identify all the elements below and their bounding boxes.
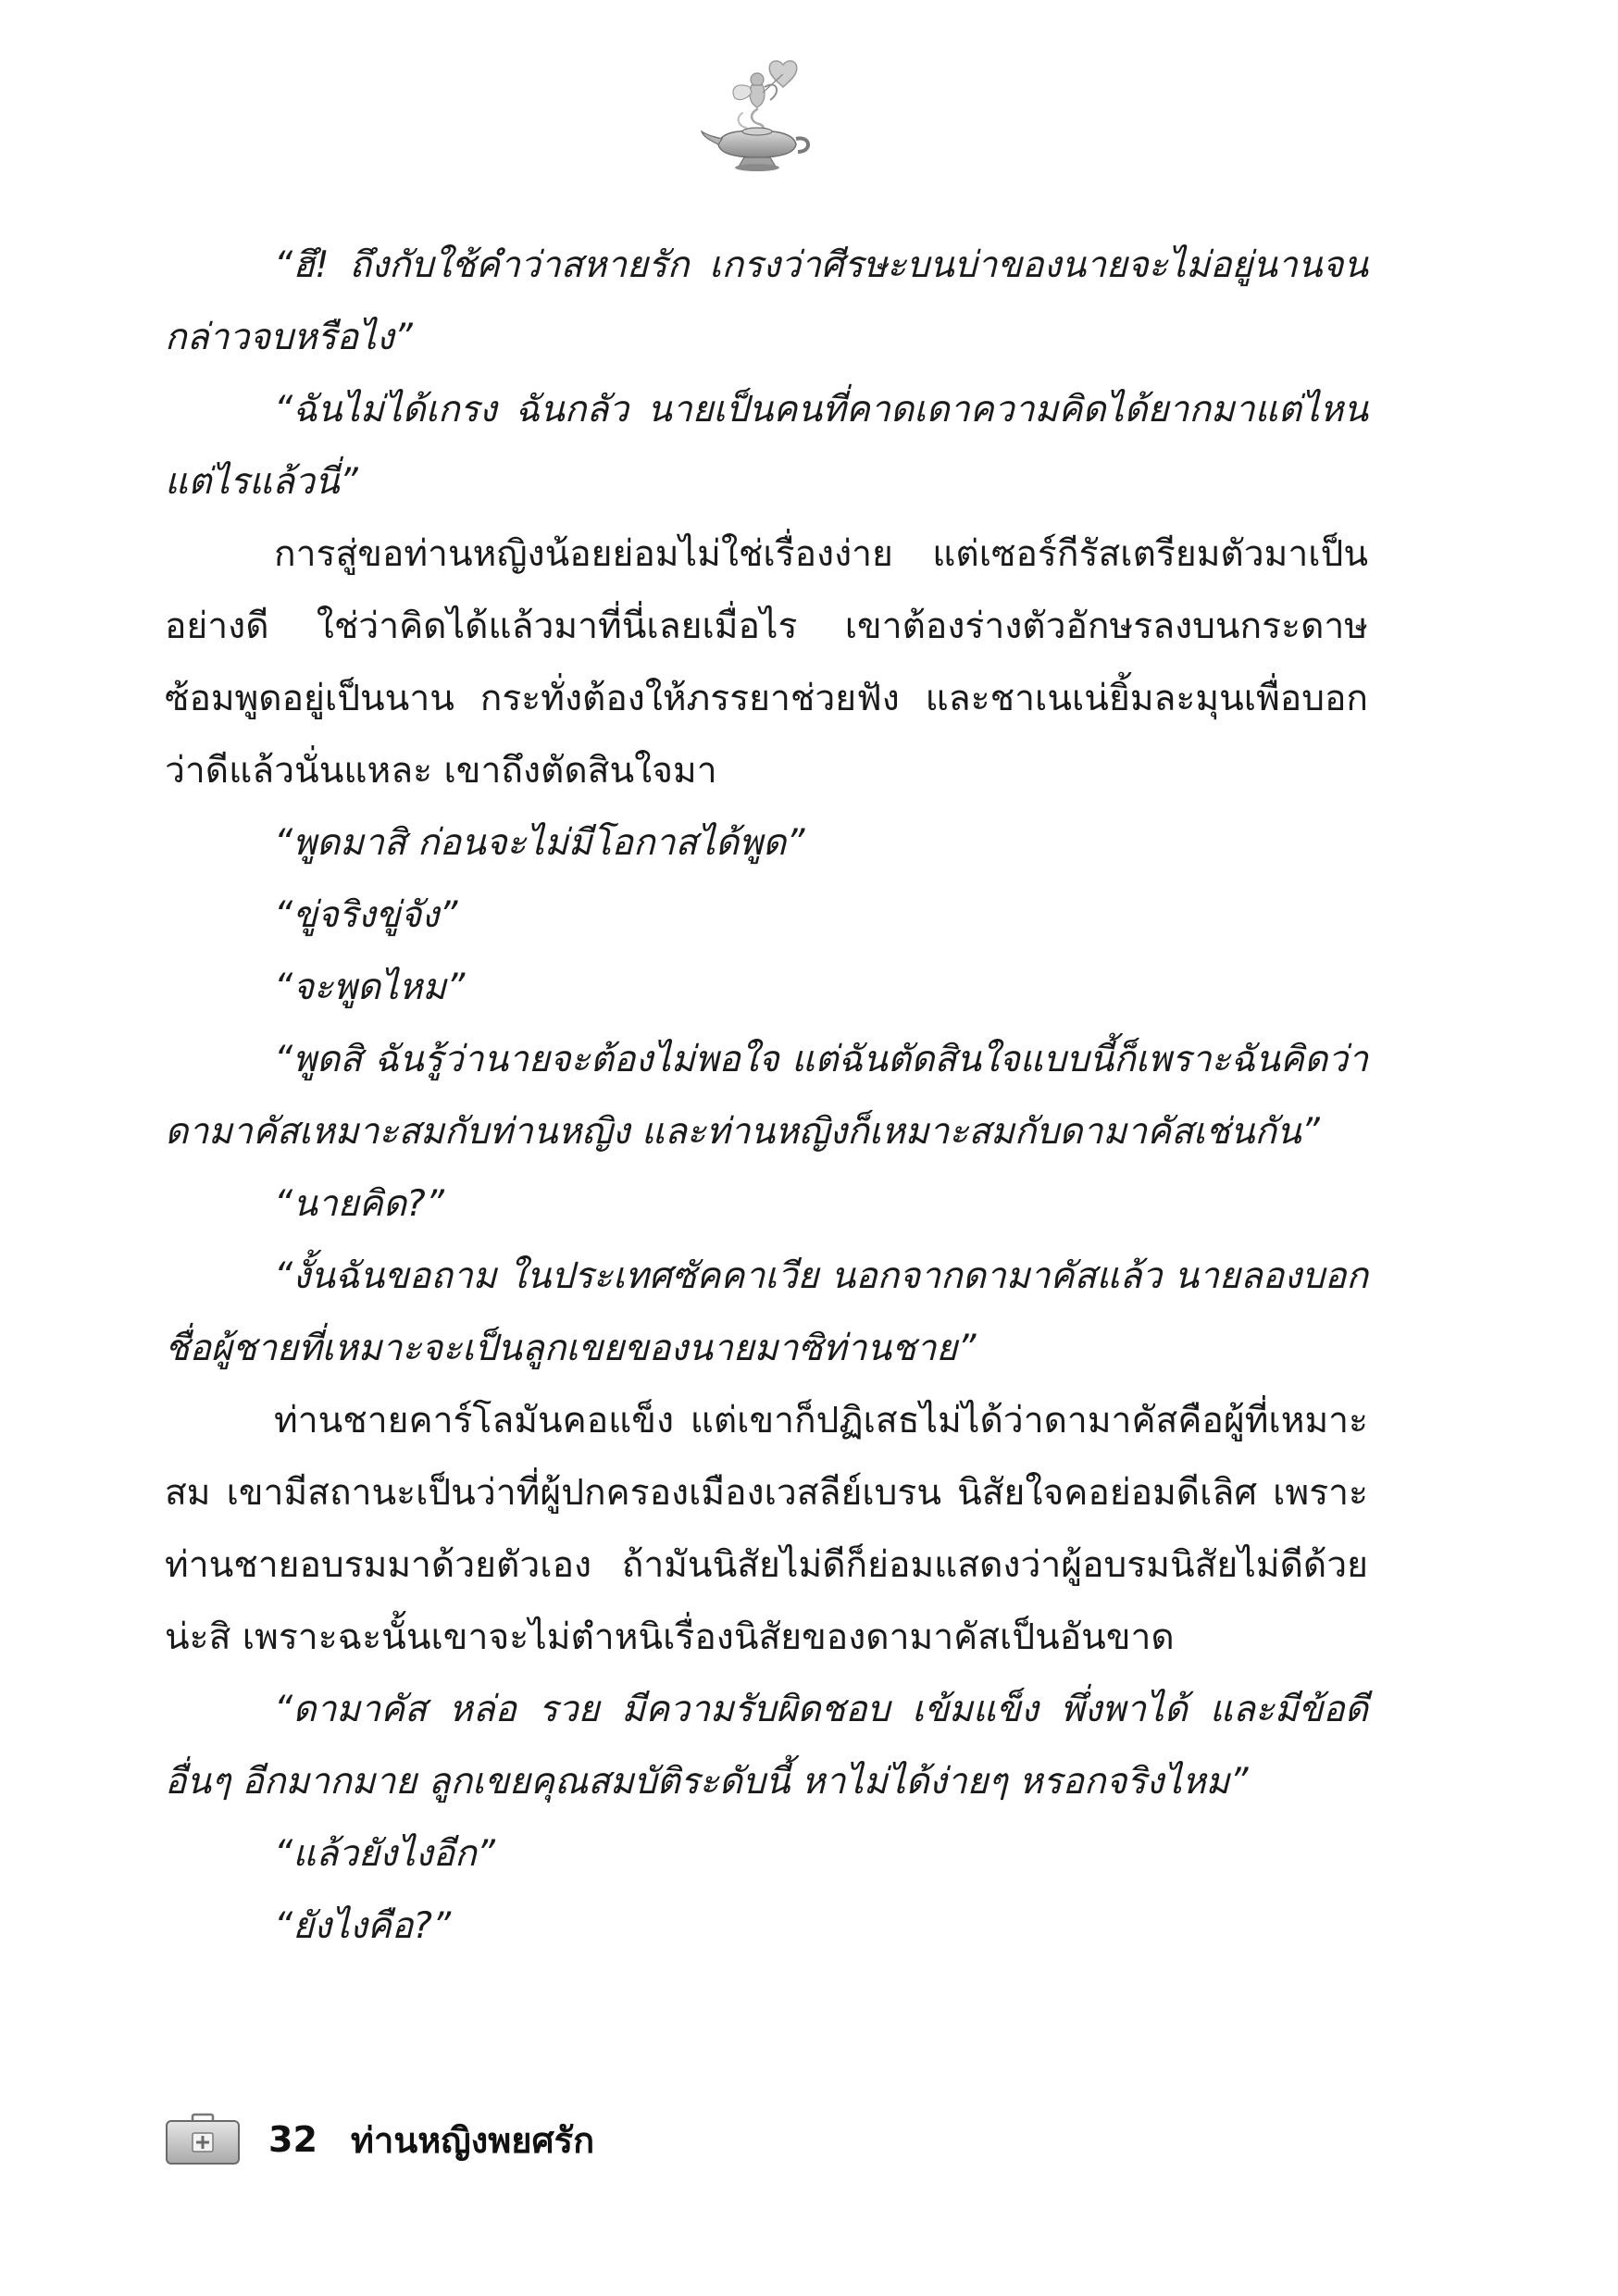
page-number: 32 — [268, 2119, 317, 2160]
paragraph: การสู่ขอท่านหญิงน้อยย่อมไม่ใช่เรื่องง่าย แต่เซอร์กีรัสเตรียมตัวมาเป็นอย่างดี ใช่ว่าคิดได้แล้วมาที่นี่เลยเมื่อไร เขาต้องร่างตัวอักษรลงบนกระดาษ ซ้อมพูดอยู่เป็นนาน กระทั่งต้องให้ภรรยาช่วยฟัง และชาเนเน่ยิ้มละมุนเพื่อบอกว่าดีแล้วนั่นแหละ เขาถึงตัดสินใจมา — [165, 533, 1368, 792]
paragraph: “ฮึ! ถึงกับใช้คำว่าสหายรัก เกรงว่าศีรษะบนบ่าของนายจะไม่อยู่นานจนกล่าวจบหรือไง” — [165, 244, 1368, 358]
paragraph: “แล้วยังไงอีก” — [274, 1833, 495, 1875]
paragraph: “นายคิด?” — [274, 1183, 444, 1225]
medical-kit-icon — [165, 2113, 241, 2166]
cupid-lamp-icon — [698, 56, 818, 176]
paragraph: “พูดสิ ฉันรู้ว่านายจะต้องไม่พอใจ แต่ฉันตัดสินใจแบบนี้ก็เพราะฉันคิดว่าดามาคัสเหมาะสมกับท่านหญิง และท่านหญิงก็เหมาะสมกับดามาคัสเช่นกัน” — [165, 1039, 1368, 1153]
paragraph: “จะพูดไหม” — [274, 967, 466, 1008]
paragraph: “งั้นฉันขอถาม ในประเทศซัคคาเวีย นอกจากดามาคัสแล้ว นายลองบอกชื่อผู้ชายที่เหมาะจะเป็นลูกเขยของนายมาซิท่านชาย” — [165, 1255, 1368, 1369]
paragraph: “ขู่จริงขู่จัง” — [274, 894, 458, 936]
paragraph: “ยังไงคือ?” — [274, 1905, 452, 1947]
page-footer — [165, 2107, 594, 2172]
paragraph: “พูดมาสิ ก่อนจะไม่มีโอกาสได้พูด” — [274, 822, 805, 864]
paragraph: “ฉันไม่ได้เกรง ฉันกลัว นายเป็นคนที่คาดเดาความคิดได้ยากมาแต่ไหนแต่ไรแล้วนี่” — [165, 389, 1368, 503]
paragraph: “ดามาคัส หล่อ รวย มีความรับผิดชอบ เข้มแข็ง พึ่งพาได้ และมีข้อดีอื่นๆ อีกมากมาย ลูกเขยคุณสมบัติระดับนี้ หาไม่ได้ง่ายๆ หรอกจริงไหม” — [165, 1689, 1368, 1803]
book-title: ท่านหญิงพยศรัก — [350, 2119, 595, 2161]
body-text — [165, 230, 1368, 1963]
paragraph: ท่านชายคาร์โลมันคอแข็ง แต่เขาก็ปฏิเสธไม่ได้ว่าดามาคัสคือผู้ที่เหมาะสม เขามีสถานะเป็นว่าที่ผู้ปกครองเมืองเวสลีย์เบรน นิสัยใจคอย่อมดีเลิศ เพราะท่านชายอบรมมาด้วยตัวเอง ถ้ามันนิสัยไม่ดีก็ย่อมแสดงว่าผู้อบรมนิสัยไม่ดีด้วยน่ะสิ เพราะฉะนั้นเขาจะไม่ตำหนิเรื่องนิสัยของดามาคัสเป็นอันขาด — [165, 1400, 1368, 1658]
